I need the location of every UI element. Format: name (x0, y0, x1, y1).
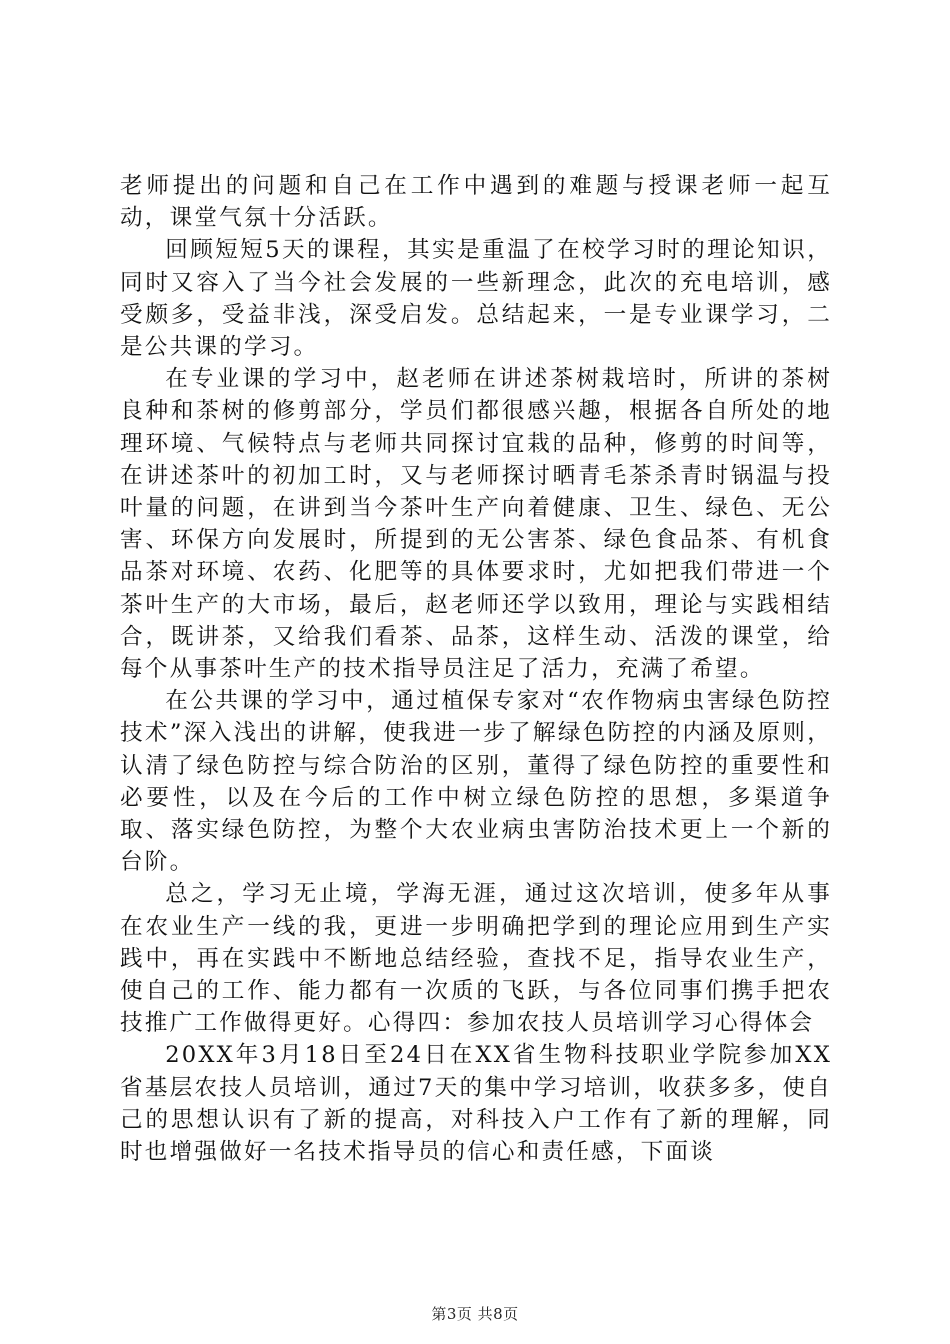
page-number-footer: 第3页 共8页 (431, 1305, 519, 1323)
body-text (120, 170, 832, 1168)
paragraph-professional-course: 在专业课的学习中，赵老师在讲述茶树栽培时，所讲的茶树良种和茶树的修剪部分，学员们都很感兴趣，根据各自所处的地理环境、气候特点与老师共同探讨宜栽的品种，修剪的时间等，在讲述茶叶的初加工时，又与老师探讨晒青毛茶杀青时锅温与投叶量的问题，在讲到当今茶叶生产向着健康、卫生、绿色、无公害、环保方向发展时，所提到的无公害茶、绿色食品茶、有机食品茶对环境、农药、化肥等的具体要求时，尤如把我们带进一个茶叶生产的大市场，最后，赵老师还学以致用，理论与实践相结合，既讲茶，又给我们看茶、品茶，这样生动、活泼的课堂，给每个从事茶叶生产的技术指导员注足了活力，充满了希望。 (120, 366, 832, 683)
paragraph-public-course: 在公共课的学习中，通过植保专家对“农作物病虫害绿色防控技术”深入浅出的讲解，使我进一步了解绿色防控的内涵及原则，认清了绿色防控与综合防治的区别，董得了绿色防控的重要性和必要性，以及在今后的工作中树立绿色防控的思想，多渠道争取、落实绿色防控，为整个大农业病虫害防治技术更上一个新的台阶。 (120, 688, 832, 876)
paragraph-review: 回顾短短5天的课程，其实是重温了在校学习时的理论知识，同时又容入了当今社会发展的一些新理念，此次的充电培训，感受颇多，受益非浅，深受启发。总结起来，一是专业课学习，二是公共课的学习。 (120, 237, 832, 361)
paragraph-continued: 老师提出的问题和自己在工作中遇到的难题与授课老师一起互动，课堂气氛十分活跃。 (120, 173, 832, 232)
paragraph-summary: 总之，学习无止境，学海无涯，通过这次培训，使多年从事在农业生产一线的我，更进一步明确把学到的理论应用到生产实践中，再在实践中不断地总结经验，查找不足，指导农业生产，使自己的工作、能力都有一次质的飞跃，与各位同事们携手把农技推广工作做得更好。心得四：参加农技人员培训学习心得体会 (120, 881, 832, 1037)
paragraph-training-intro: 20XX年3月18日至24日在XX省生物科技职业学院参加XX省基层农技人员培训，通过7天的集中学习培训，收获多多，使自己的思想认识有了新的提高，对科技入户工作有了新的理解，同时也增强做好一名技术指导员的信心和责任感，下面谈 (120, 1042, 832, 1166)
